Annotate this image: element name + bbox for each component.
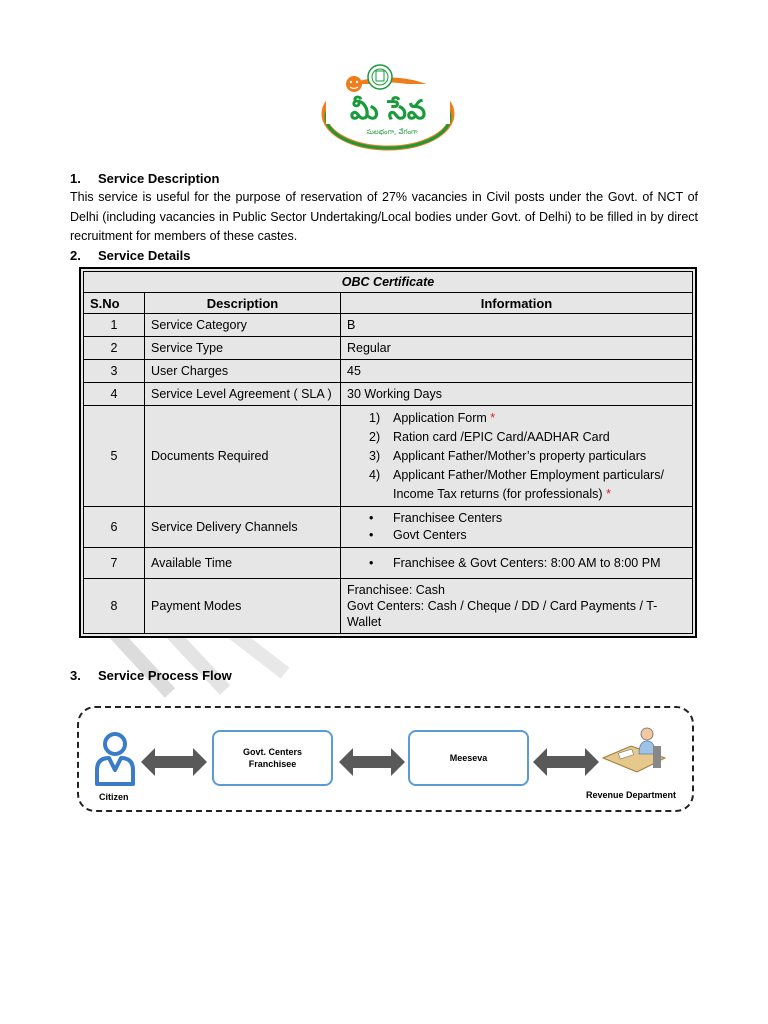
section-2-heading <box>70 248 191 263</box>
cell-sno: 6 <box>84 507 145 548</box>
list-marker: 3) <box>369 448 381 463</box>
double-arrow-icon <box>339 748 405 776</box>
list-item-text: Applicant Father/Mother Employment particulars/ Income Tax returns (for professionals) <box>393 467 664 501</box>
list-marker: 1) <box>369 410 381 425</box>
documents-list <box>347 409 686 504</box>
cell-info <box>341 579 693 634</box>
box-line: Govt. Centers <box>242 747 302 757</box>
section-number: 1. <box>70 171 81 186</box>
table-row <box>84 337 693 360</box>
cell-description: Service Delivery Channels <box>145 507 341 548</box>
table-row <box>84 406 693 507</box>
table-caption: OBC Certificate <box>84 272 693 293</box>
required-star: * <box>606 486 611 501</box>
cell-sno: 8 <box>84 579 145 634</box>
cell-info <box>341 548 693 579</box>
citizen-icon <box>93 730 137 788</box>
list-item <box>347 409 686 428</box>
section-title: Service Description <box>98 171 220 186</box>
cell-sno: 4 <box>84 383 145 406</box>
cell-description: User Charges <box>145 360 341 383</box>
list-item: • Govt Centers <box>347 527 686 544</box>
list-item: • Franchisee Centers <box>347 510 686 527</box>
list-item <box>347 428 686 447</box>
meeseva-logo <box>318 62 458 154</box>
section-number: 2. <box>70 248 81 263</box>
revenue-clerk-icon <box>601 724 667 776</box>
cell-sno: 3 <box>84 360 145 383</box>
revenue-department-label: Revenue Department <box>586 790 677 800</box>
cell-description: Service Type <box>145 337 341 360</box>
cell-info: B <box>341 314 693 337</box>
section-3-heading <box>70 668 232 683</box>
table-row <box>84 383 693 406</box>
section-number: 3. <box>70 668 81 683</box>
cell-sno: 7 <box>84 548 145 579</box>
header-description: Description <box>145 293 341 314</box>
cell-description: Payment Modes <box>145 579 341 634</box>
table-row <box>84 507 693 548</box>
cell-info <box>341 406 693 507</box>
section-1-heading <box>70 171 219 186</box>
box-line: Franchisee <box>248 759 297 769</box>
table-row <box>84 579 693 634</box>
table-row <box>84 314 693 337</box>
svg-text:సులభంగా, వేగంగా: సులభంగా, వేగంగా <box>366 128 418 136</box>
list-item-text: Ration card /EPIC Card/AADHAR Card <box>393 429 610 444</box>
list-item-text: Applicant Father/Mother’s property particulars <box>393 448 647 463</box>
cell-info <box>341 507 693 548</box>
service-description-text: This service is useful for the purpose of reservation of 27% vacancies in Civil posts under the Govt. of NCT of Delhi (including vacancies in Public Sector Undertaking/Local bodies under Govt. of Delhi) to be filled in by direct recruitment for members of these castes. <box>70 190 698 243</box>
meeseva-box <box>408 730 529 786</box>
double-arrow-icon <box>141 748 207 776</box>
cell-description: Service Category <box>145 314 341 337</box>
cell-info: 45 <box>341 360 693 383</box>
cell-info: Regular <box>341 337 693 360</box>
list-marker: 2) <box>369 429 381 444</box>
list-item <box>347 447 686 466</box>
cell-description: Available Time <box>145 548 341 579</box>
list-marker: 4) <box>369 467 381 482</box>
required-star: * <box>490 410 496 425</box>
list-item: • Franchisee & Govt Centers: 8:00 AM to 8:00 PM <box>347 555 686 572</box>
citizen-label: Citizen <box>99 792 129 802</box>
list-item-text: Application Form <box>393 410 487 425</box>
section-title: Service Process Flow <box>98 668 232 683</box>
cell-info: 30 Working Days <box>341 383 693 406</box>
list-item <box>347 466 686 504</box>
double-arrow-icon <box>533 748 599 776</box>
header-sno: S.No <box>84 293 145 314</box>
box-line: Meeseva <box>449 753 488 763</box>
time-list <box>347 555 686 572</box>
payment-franchisee: Franchisee: Cash <box>347 583 445 597</box>
cell-sno: 1 <box>84 314 145 337</box>
payment-govt: Govt Centers: Cash / Cheque / DD / Card Payments / T-Wallet <box>347 599 658 629</box>
table-row <box>84 548 693 579</box>
header-information: Information <box>341 293 693 314</box>
process-flow-diagram <box>77 706 694 812</box>
table-row <box>84 360 693 383</box>
cell-description: Service Level Agreement ( SLA ) <box>145 383 341 406</box>
svg-text:మీ సేవ: మీ సేవ <box>349 95 427 126</box>
cell-sno: 2 <box>84 337 145 360</box>
cell-description: Documents Required <box>145 406 341 507</box>
section-title: Service Details <box>98 248 191 263</box>
cell-sno: 5 <box>84 406 145 507</box>
govt-centers-box <box>212 730 333 786</box>
service-details-table <box>79 267 697 638</box>
channels-list <box>347 510 686 544</box>
